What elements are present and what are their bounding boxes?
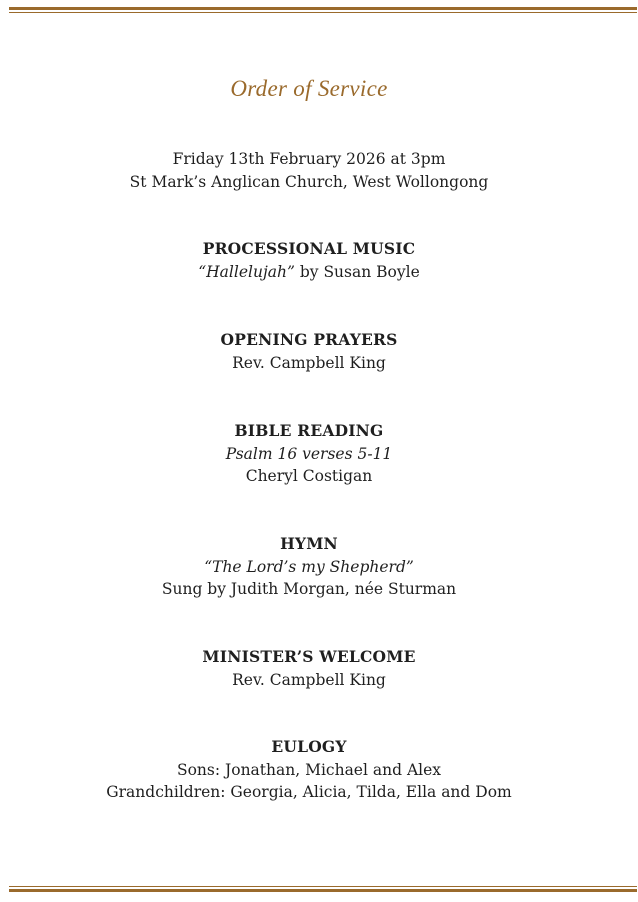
top-border-thin-line (9, 12, 637, 13)
song-title: “Hallelujah” (198, 262, 295, 281)
bottom-border-rule (9, 886, 637, 892)
section-ministers-welcome (0, 646, 618, 691)
service-details (0, 148, 618, 193)
page-title: Order of Service (230, 76, 388, 101)
bottom-border-thin-line (9, 886, 637, 887)
service-date-time: Friday 13th February 2026 at 3pm (172, 150, 446, 168)
reading-reader: Cheryl Costigan (245, 467, 373, 485)
section-heading: OPENING PRAYERS (220, 330, 398, 349)
processional-song-line (0, 261, 618, 284)
eulogy-sons: Sons: Jonathan, Michael and Alex (176, 760, 442, 779)
hymn-singer: Sung by Judith Morgan, née Sturman (161, 580, 457, 598)
song-artist: by Susan Boyle (294, 262, 420, 281)
section-bible-reading (0, 420, 618, 488)
section-hymn (0, 533, 618, 601)
section-heading: BIBLE READING (234, 421, 384, 440)
section-heading: HYMN (280, 534, 338, 553)
top-border-rule (9, 7, 637, 13)
section-processional-music (0, 238, 618, 283)
reading-passage: Psalm 16 verses 5-11 (225, 444, 393, 463)
welcome-minister: Rev. Campbell King (232, 670, 386, 689)
service-venue: St Mark’s Anglican Church, West Wollongong (129, 172, 489, 191)
section-eulogy (0, 736, 618, 804)
top-border-thick-line (9, 7, 637, 10)
hymn-title: “The Lord’s my Shepherd” (204, 557, 414, 576)
section-heading: PROCESSIONAL MUSIC (202, 239, 416, 258)
bottom-border-thick-line (9, 889, 637, 892)
section-heading: MINISTER’S WELCOME (202, 647, 416, 666)
section-heading: EULOGY (271, 737, 347, 756)
section-opening-prayers (0, 329, 618, 374)
prayer-leader: Rev. Campbell King (232, 353, 386, 372)
eulogy-grandchildren: Grandchildren: Georgia, Alicia, Tilda, Ella and Dom (106, 783, 512, 801)
